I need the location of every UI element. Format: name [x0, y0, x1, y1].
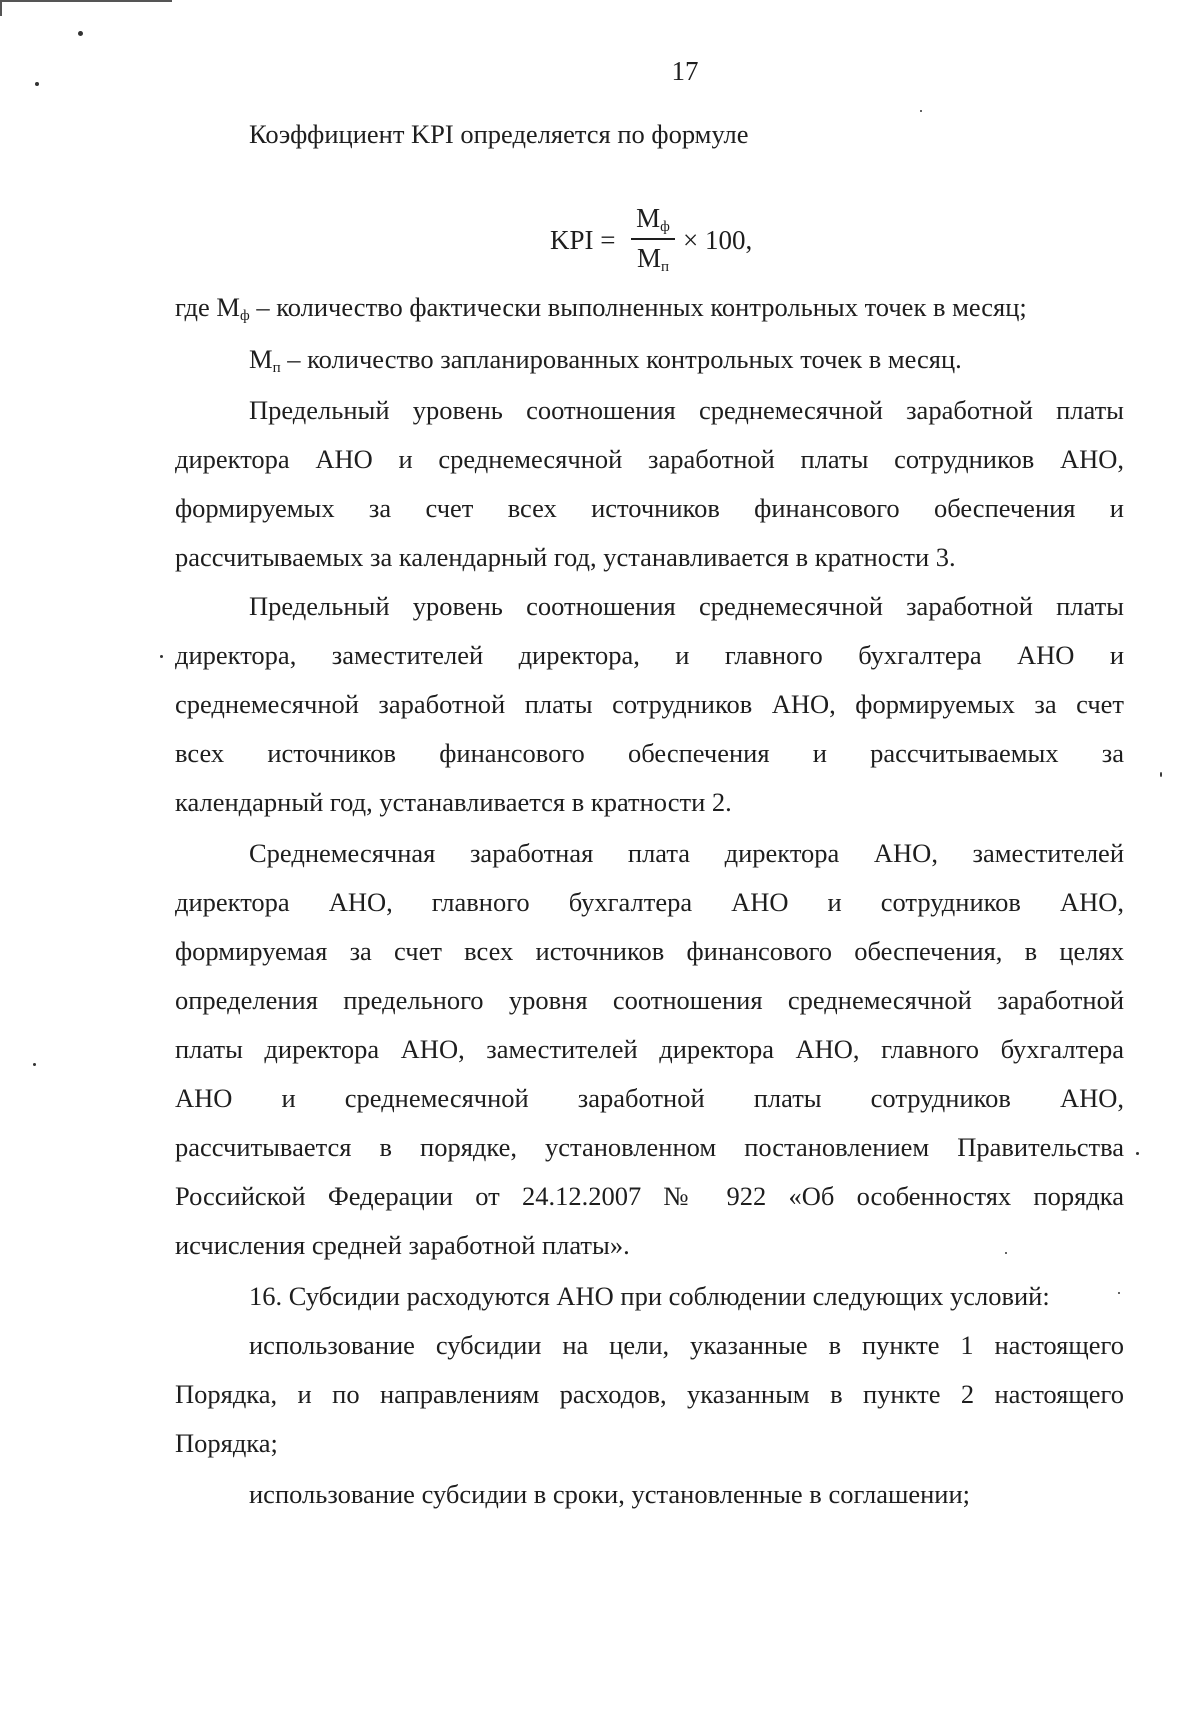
- formula-numerator: $М_ф$: [636, 203, 670, 235]
- scan-speck: [1160, 772, 1162, 777]
- paragraph-line: рассчитываемых за календарный год, устанавливается в кратности 3.: [175, 542, 956, 572]
- scan-speck: [78, 31, 83, 36]
- paragraph-line: директора АНО и среднемесячной заработной платы сотрудников АНО,: [175, 444, 1124, 474]
- paragraph-line: платы директора АНО, заместителей директора АНО, главного бухгалтера: [175, 1034, 1124, 1064]
- scan-edge: [0, 0, 2, 16]
- paragraph-line: Предельный уровень соотношения среднемесячной заработной платы: [249, 591, 1124, 621]
- where-line-fact: где $М_ф$ – количество фактически выполненных контрольных точек в месяц;: [175, 292, 1027, 324]
- scan-edge: [0, 0, 172, 2]
- scan-speck: [160, 655, 163, 658]
- where-line-plan: $М_п$ – количество запланированных контрольных точек в месяц.: [249, 344, 962, 376]
- formula-denominator: $М_п$: [636, 243, 670, 275]
- paragraph-line: директора, заместителей директора, и главного бухгалтера АНО и: [175, 640, 1124, 670]
- scan-speck: [35, 82, 39, 86]
- paragraph-line: календарный год, устанавливается в кратности 2.: [175, 787, 732, 817]
- fraction-bar: [631, 238, 675, 240]
- paragraph-line: Среднемесячная заработная плата директора АНО, заместителей: [249, 838, 1124, 868]
- paragraph-line: формируемых за счет всех источников финансового обеспечения и: [175, 493, 1124, 523]
- paragraph-line: среднемесячной заработной платы сотрудников АНО, формируемых за счет: [175, 689, 1124, 719]
- paragraph-line: Порядка;: [175, 1428, 278, 1458]
- scan-speck: [33, 1063, 36, 1066]
- paragraph-line: всех источников финансового обеспечения и рассчитываемых за: [175, 738, 1124, 768]
- paragraph-line: использование субсидии на цели, указанные в пункте 1 настоящего: [249, 1330, 1124, 1360]
- scan-speck: [920, 110, 922, 112]
- scan-speck: [1118, 1292, 1120, 1294]
- paragraph-line: определения предельного уровня соотношения среднемесячной заработной: [175, 985, 1124, 1015]
- paragraph-line: Порядка, и по направлениям расходов, указанным в пункте 2 настоящего: [175, 1379, 1124, 1409]
- paragraph-line: АНО и среднемесячной заработной платы сотрудников АНО,: [175, 1083, 1124, 1113]
- scan-speck: [1136, 1152, 1139, 1155]
- formula-rhs: × 100,: [683, 225, 753, 255]
- paragraph-line: 16. Субсидии расходуются АНО при соблюдении следующих условий:: [249, 1281, 1050, 1311]
- paragraph-line: формируемая за счет всех источников финансового обеспечения, в целях: [175, 936, 1124, 966]
- formula-lhs: KPI =: [550, 225, 616, 255]
- paragraph-line: Предельный уровень соотношения среднемесячной заработной платы: [249, 395, 1124, 425]
- page-number: 17: [671, 56, 699, 86]
- scan-speck: [1005, 1252, 1007, 1254]
- formula-intro: Коэффициент KPI определяется по формуле: [249, 119, 749, 149]
- paragraph-line: использование субсидии в сроки, установленные в соглашении;: [249, 1479, 971, 1509]
- paragraph-line: рассчитывается в порядке, установленном постановлением Правительства: [175, 1132, 1124, 1162]
- paragraph-line: Российской Федерации от 24.12.2007 № 922 «Об особенностях порядка: [175, 1181, 1124, 1211]
- paragraph-line: директора АНО, главного бухгалтера АНО и сотрудников АНО,: [175, 887, 1124, 917]
- paragraph-line: исчисления средней заработной платы».: [175, 1230, 630, 1260]
